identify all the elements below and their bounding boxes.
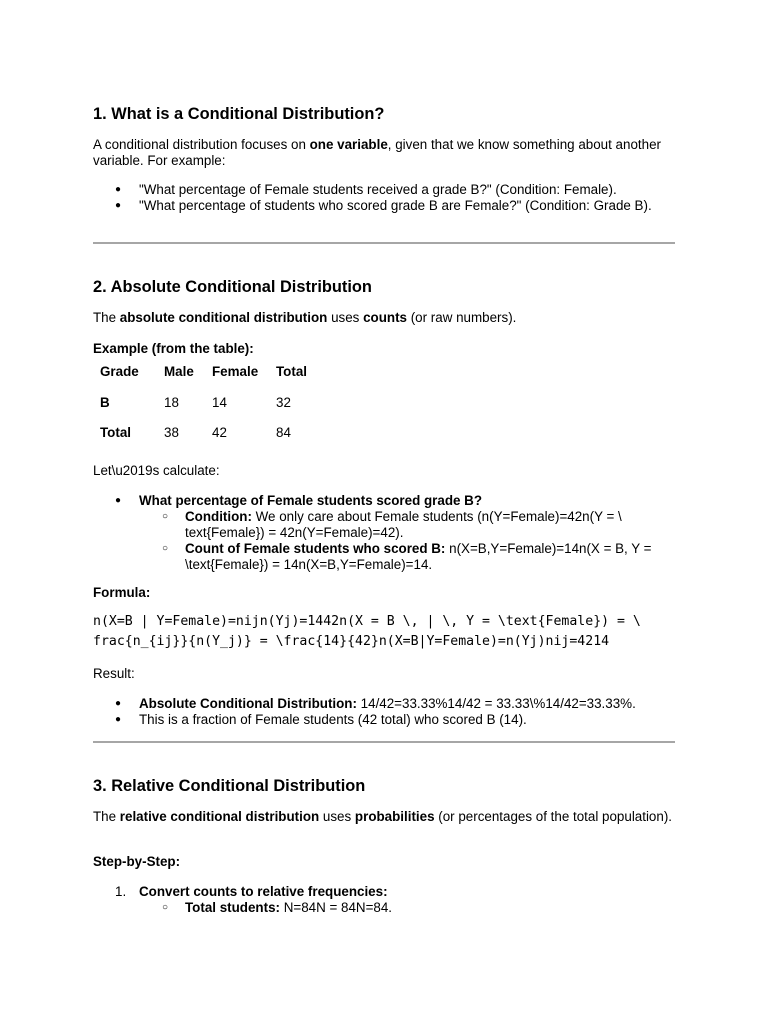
table-header-cell: Male (164, 364, 194, 380)
section1-heading: 1. What is a Conditional Distribution? (93, 105, 385, 123)
list-item: ● "What percentage of students who scored grade B are Female?" (Condition: Grade B). (93, 198, 673, 214)
list-item (93, 493, 673, 573)
table-row (93, 418, 336, 449)
list-item: ○ Total students: N=84N = 84N=84. (139, 900, 673, 916)
list-item: ● Absolute Conditional Distribution: 14/42=33.33%14/42 = 33.33\%14/42=33.33%. (93, 696, 673, 712)
section2-intro: The absolute conditional distribution uses counts (or raw numbers). (93, 310, 517, 325)
list-item: ● This is a fraction of Female students (42 total) who scored B (14). (93, 712, 673, 728)
calculation-sublist (139, 509, 673, 573)
formula-line-1: n(X=B | Y=Female)=nijn(Yj)=1442n(X = B \, | \, Y = \text{Female}) = \ (93, 614, 641, 629)
section1-intro: A conditional distribution focuses on one variable, given that we know something about another variable. For example: (93, 137, 661, 168)
step-title: Convert counts to relative frequencies: (139, 884, 388, 899)
section2-heading: 2. Absolute Conditional Distribution (93, 278, 372, 296)
example-label: Example (from the table): (93, 341, 254, 356)
step-number: 1. (115, 884, 127, 899)
result-label: Result: (93, 666, 135, 681)
horizontal-divider (93, 242, 675, 244)
section1-bullet-list (93, 182, 673, 214)
table-cell: 18 (164, 394, 179, 410)
horizontal-divider (93, 741, 675, 743)
table-cell: 32 (276, 394, 291, 410)
calculation-list (93, 493, 673, 573)
list-item: ○ Count of Female students who scored B: n(X=B,Y=Female)=14n(X = B, Y = \text{Female}) = 14n(X=B,Y=Female)=14. (139, 541, 673, 573)
lets-calculate-text: Let\u2019s calculate: (93, 463, 220, 478)
table-header-cell: Total (276, 364, 307, 380)
question-text: What percentage of Female students scored grade B? (139, 493, 483, 508)
step-sublist (139, 900, 673, 916)
grade-gender-table (93, 357, 336, 449)
table-header-row (93, 357, 336, 388)
result-list (93, 696, 673, 728)
section3-intro: The relative conditional distribution uses probabilities (or percentages of the total population). (93, 809, 673, 824)
list-item: ● "What percentage of Female students received a grade B?" (Condition: Female). (93, 182, 673, 198)
table-cell: B (100, 394, 110, 410)
table-cell: Total (100, 425, 131, 441)
table-cell: 38 (164, 425, 179, 441)
step-by-step-label: Step-by-Step: (93, 854, 181, 869)
table-header-cell: Grade (100, 364, 139, 380)
table-cell: 84 (276, 425, 291, 441)
table-header-cell: Female (212, 364, 259, 380)
list-item: ○ Condition: We only care about Female students (n(Y=Female)=42n(Y = \ text{Female}) = 42n(Y=Female)=42). (139, 509, 673, 541)
emphasis-text: one variable (309, 137, 388, 152)
list-item (93, 884, 673, 916)
table-cell: 42 (212, 425, 227, 441)
table-row (93, 388, 336, 419)
table-cell: 14 (212, 394, 227, 410)
formula-line-2: frac{n_{ij}}{n(Y_j)} = \frac{14}{42}n(X=B|Y=Female)=n(Yj)nij=4214 (93, 634, 610, 649)
steps-list (93, 884, 673, 916)
formula-label: Formula: (93, 585, 151, 600)
section3-heading: 3. Relative Conditional Distribution (93, 777, 366, 795)
